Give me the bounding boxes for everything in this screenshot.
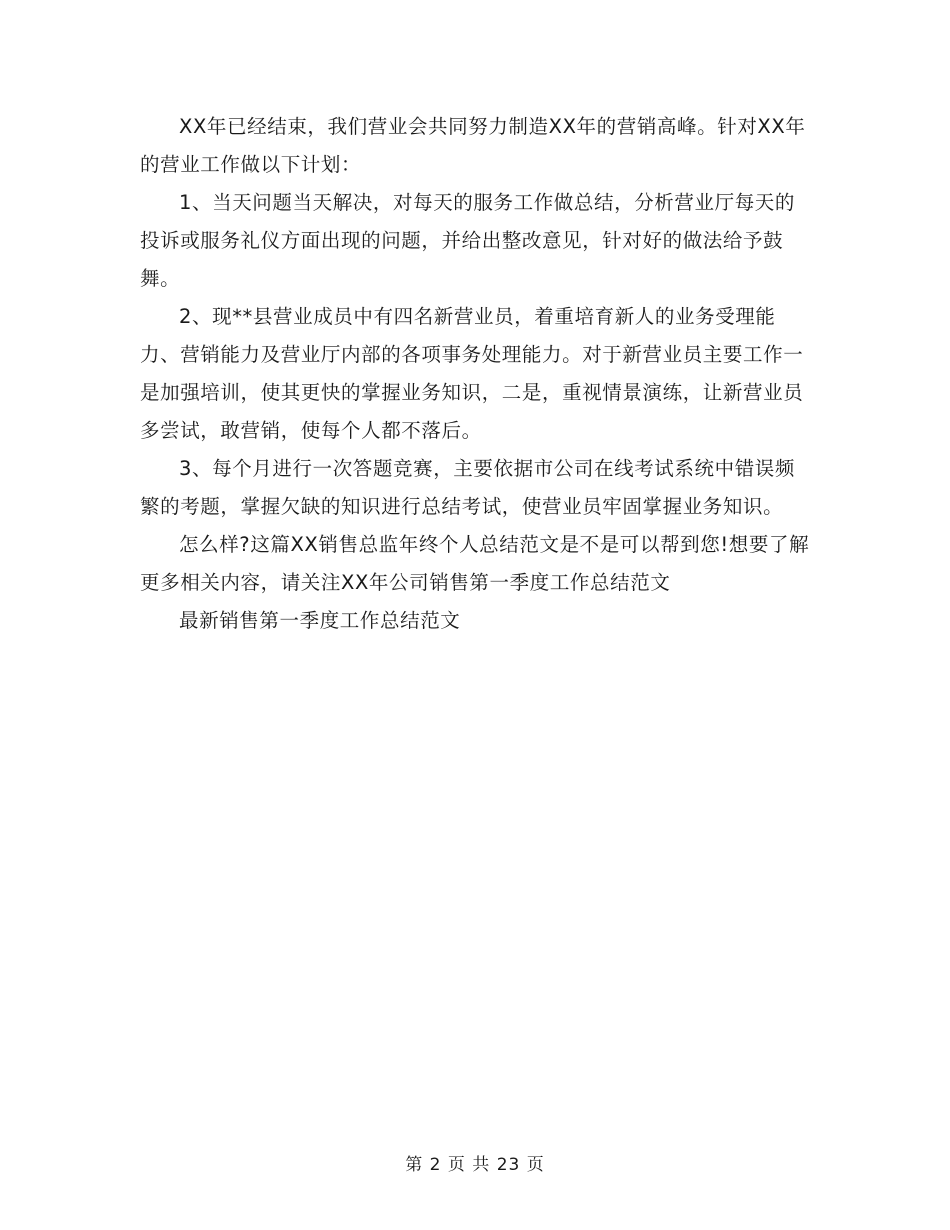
page-footer bbox=[0, 1150, 950, 1175]
paragraph-closing: 怎么样?这篇XX销售总监年终个人总结范文是不是可以帮到您!想要了解更多相关内容，请关注XX年公司销售第一季度工作总结范文 bbox=[140, 533, 810, 594]
document-body bbox=[140, 108, 810, 640]
paragraph-related-title: 最新销售第一季度工作总结范文 bbox=[179, 609, 461, 632]
paragraph-item-1: 1、当天问题当天解决，对每天的服务工作做总结，分析营业厅每天的投诉或服务礼仪方面出现的问题，并给出整改意见，针对好的做法给予鼓舞。 bbox=[140, 191, 796, 290]
paragraph-item-3: 3、每个月进行一次答题竞赛，主要依据市公司在线考试系统中错误频繁的考题，掌握欠缺的知识进行总结考试，使营业员牢固掌握业务知识。 bbox=[140, 457, 796, 518]
page-number-label: 第 2 页 共 23 页 bbox=[405, 1155, 545, 1175]
paragraph-item-2: 2、现**县营业成员中有四名新营业员，着重培育新人的业务受理能力、营销能力及营业厅内部的各项事务处理能力。对于新营业员主要工作一是加强培训，使其更快的掌握业务知识，二是，重视情景演练，让新营业员多尝试，敢营销，使每个人都不落后。 bbox=[140, 305, 804, 442]
paragraph-intro: XX年已经结束，我们营业会共同努力制造XX年的营销高峰。针对XX年的营业工作做以下计划： bbox=[140, 115, 806, 176]
